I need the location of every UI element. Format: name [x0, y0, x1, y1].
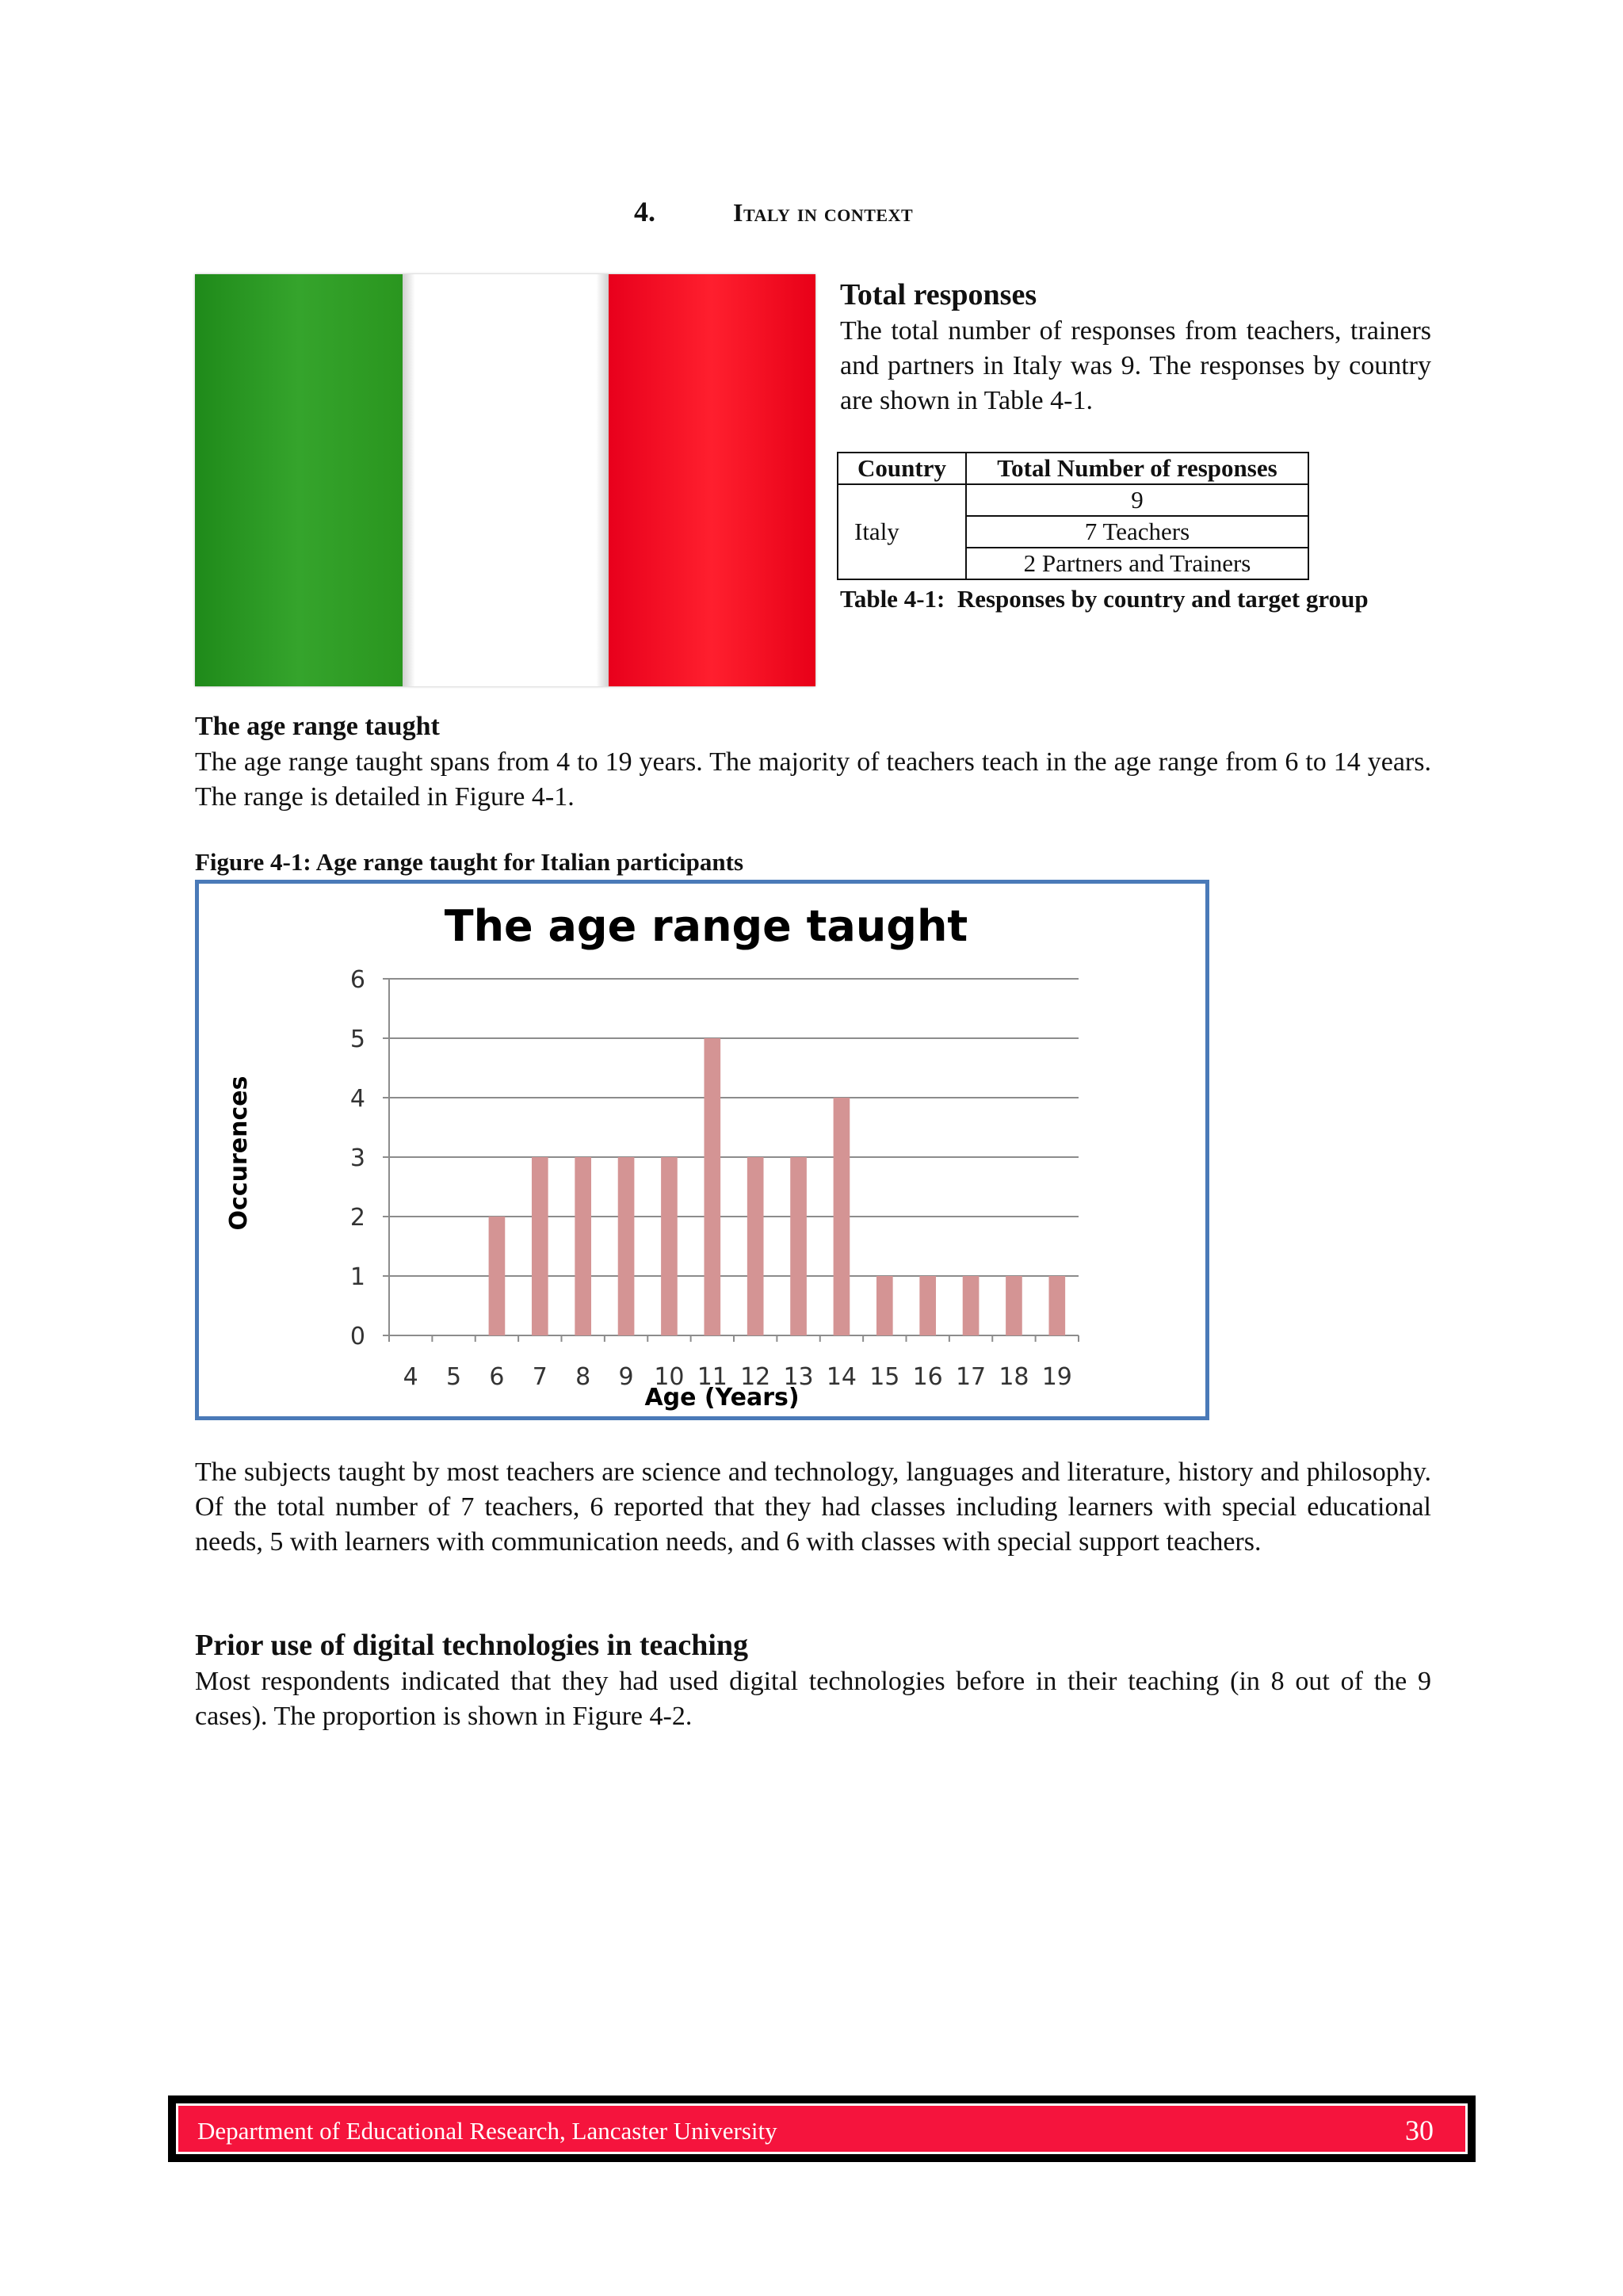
table-header-total: Total Number of responses	[966, 453, 1308, 484]
chart-bar	[532, 1157, 548, 1335]
chart-bar	[919, 1276, 936, 1335]
chart-bar	[575, 1157, 591, 1335]
chart-y-tick-label: 4	[349, 1085, 365, 1113]
table-cell-blank	[838, 484, 966, 516]
section-heading	[0, 195, 1623, 235]
chart-x-tick-label: 18	[999, 1363, 1029, 1391]
chart-x-tick-label: 17	[955, 1363, 987, 1391]
chart-bar	[963, 1276, 980, 1335]
table-cell-teachers: 7 Teachers	[966, 516, 1308, 548]
chart-x-tick-label: 19	[1041, 1363, 1072, 1391]
chart-x-tick-label: 13	[783, 1363, 814, 1391]
chart-y-tick-label: 6	[349, 966, 365, 994]
chart-x-tick-label: 7	[532, 1363, 548, 1391]
chart-y-tick-label: 5	[349, 1026, 365, 1053]
chart-x-tick-label: 6	[489, 1363, 505, 1391]
chart-bar	[876, 1276, 893, 1335]
table-cell-country: Italy	[838, 516, 966, 548]
chart-bar	[489, 1217, 506, 1335]
total-responses-paragraph: The total number of responses from teachers, trainers and partners in Italy was 9. The responses by country are shown in Table 4-1.	[840, 316, 1431, 415]
table-caption: Table 4-1: Responses by country and target group	[840, 585, 1369, 613]
figure-caption: Figure 4-1: Age range taught for Italian participants	[195, 848, 744, 876]
age-range-chart	[195, 880, 1209, 1420]
page-number: 30	[1405, 2115, 1434, 2146]
age-range-heading: The age range taught	[195, 712, 440, 741]
chart-bar	[1006, 1276, 1022, 1335]
chart-x-tick-label: 9	[618, 1363, 634, 1391]
chart-x-tick-label: 8	[575, 1363, 591, 1391]
page-footer	[168, 2095, 1476, 2162]
table-cell-total: 9	[966, 484, 1308, 516]
chart-x-tick-label: 15	[869, 1363, 900, 1391]
chart-x-tick-label: 11	[697, 1363, 727, 1391]
chart-bars	[489, 1038, 1066, 1335]
chart-y-tick-label: 2	[349, 1204, 365, 1232]
table-row	[838, 484, 1308, 516]
prior-use-heading: Prior use of digital technologies in teaching	[195, 1629, 749, 1662]
chart-x-tick-label: 14	[826, 1363, 857, 1391]
chart-bar	[747, 1157, 764, 1335]
flag-white-band	[403, 274, 609, 686]
table-cell-partners: 2 Partners and Trainers	[966, 548, 1308, 579]
chart-x-tick-label: 12	[740, 1363, 771, 1391]
chart-x-tick-label: 16	[912, 1363, 943, 1391]
chart-x-tick-label: 10	[654, 1363, 685, 1391]
chart-bar	[661, 1157, 678, 1335]
prior-use-paragraph: Most respondents indicated that they had used digital technologies before in their teaching (in 8 out of the 9 cases). The proportion is shown in Figure 4-2.	[195, 1667, 1431, 1731]
chart-y-tick-label: 1	[349, 1263, 365, 1291]
footer-banner	[176, 2103, 1468, 2154]
chart-y-tick-label: 0	[349, 1323, 365, 1350]
table-header-row	[838, 453, 1308, 484]
chart-bar	[1048, 1276, 1065, 1335]
chart-x-tick-label: 5	[446, 1363, 462, 1391]
section-title: Italy in context	[733, 198, 914, 227]
italy-flag-icon	[195, 274, 815, 686]
table-row	[838, 516, 1308, 548]
total-responses-heading: Total responses	[840, 278, 1037, 311]
age-range-paragraph: The age range taught spans from 4 to 19 years. The majority of teachers teach in the age range from 6 to 14 years. The range is detailed in Figure 4-1.	[195, 747, 1431, 812]
chart-y-ticks	[350, 966, 365, 1350]
chart-bar	[704, 1038, 720, 1335]
footer-text: Department of Educational Research, Lancaster University	[197, 2117, 777, 2145]
chart-title: The age range taught	[444, 901, 968, 951]
table-cell-blank	[838, 548, 966, 579]
chart-bar	[834, 1098, 850, 1335]
table-row	[838, 548, 1308, 579]
flag-green-band	[195, 274, 403, 686]
responses-table	[837, 452, 1309, 580]
section-number: 4.	[634, 196, 655, 227]
chart-x-axis-label: Age (Years)	[644, 1384, 800, 1412]
chart-y-axis-label: Occurences	[225, 1075, 253, 1231]
chart-x-tick-label: 4	[403, 1363, 418, 1391]
table-header-country: Country	[838, 453, 966, 484]
subjects-paragraph: The subjects taught by most teachers are science and technology, languages and literature, history and philosophy. Of the total number of 7 teachers, 6 reported that they had classes including learners with special educational needs, 5 with learners with communication needs, and 6 with classes with special support teachers.	[195, 1457, 1431, 1557]
flag-red-band	[609, 274, 815, 686]
chart-y-tick-label: 3	[349, 1144, 365, 1172]
chart-bar	[618, 1157, 635, 1335]
chart-svg	[199, 884, 1205, 1416]
chart-bar	[790, 1157, 807, 1335]
